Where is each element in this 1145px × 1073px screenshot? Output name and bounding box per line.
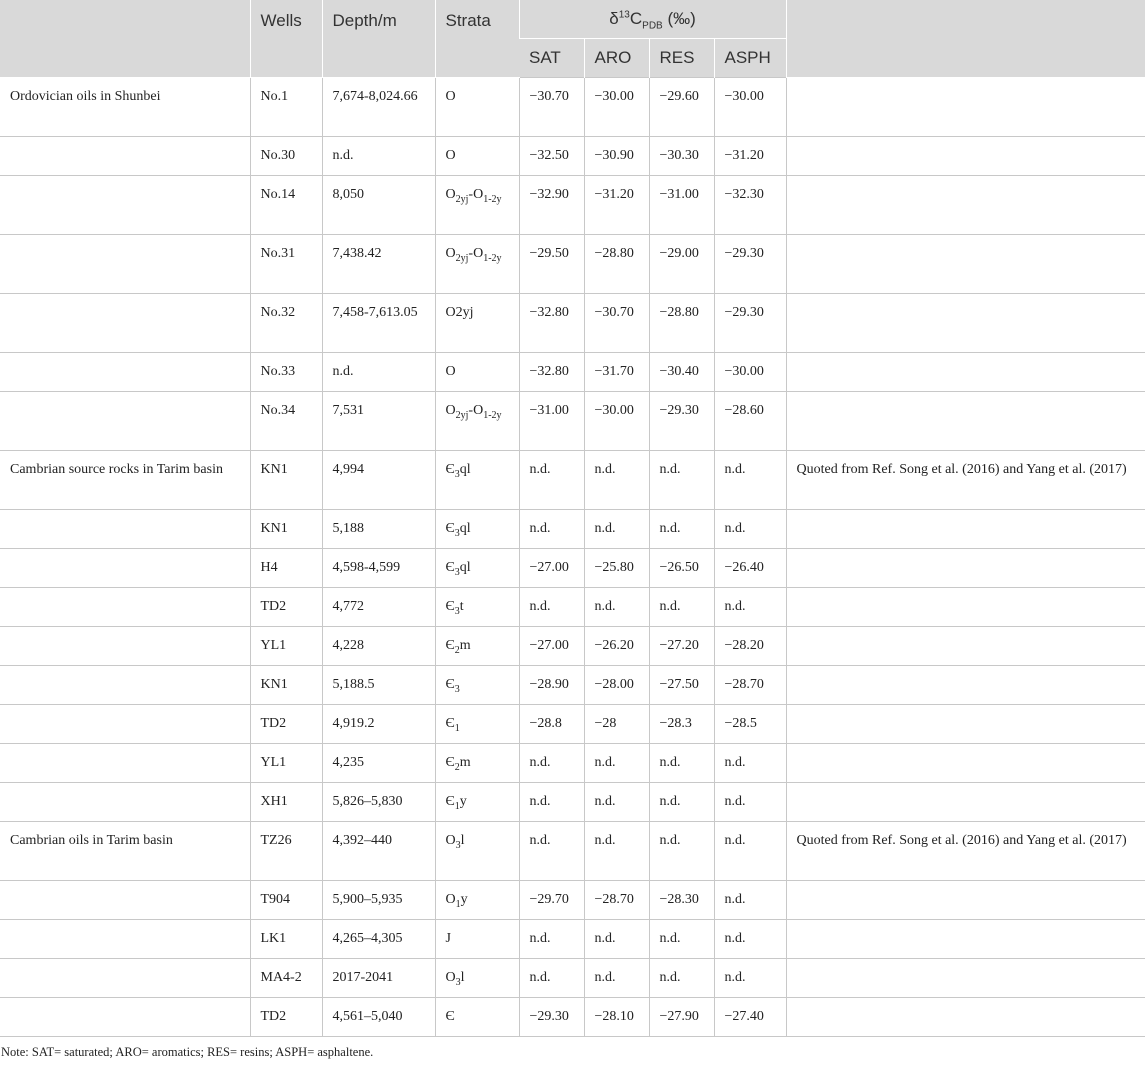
- strata-cell: [435, 666, 519, 705]
- asph-cell: −30.00: [714, 353, 786, 392]
- strata-part: 3: [455, 976, 461, 988]
- aro-cell: −28: [584, 705, 649, 744]
- res-cell: n.d.: [649, 920, 714, 959]
- depth-cell: 4,392–440: [322, 822, 435, 881]
- strata-part: y: [460, 892, 468, 907]
- aro-cell: n.d.: [584, 959, 649, 998]
- well-cell: T904: [250, 881, 322, 920]
- well-cell: KN1: [250, 666, 322, 705]
- reference-cell: [786, 705, 1145, 744]
- table-row: [0, 998, 1145, 1037]
- group-cell: [0, 783, 250, 822]
- strata-part: Є: [445, 716, 455, 731]
- strata-part: O: [445, 246, 456, 261]
- sat-cell: n.d.: [519, 588, 584, 627]
- strata-part: -: [468, 187, 474, 202]
- res-cell: n.d.: [649, 588, 714, 627]
- well-cell: LK1: [250, 920, 322, 959]
- strata-part: 1-2y: [483, 409, 502, 421]
- sat-cell: −29.30: [519, 998, 584, 1037]
- strata-part: Є: [445, 462, 455, 477]
- group-cell: [0, 510, 250, 549]
- strata-part: ql: [459, 462, 471, 477]
- aro-cell: n.d.: [584, 822, 649, 881]
- res-cell: n.d.: [649, 510, 714, 549]
- reference-cell: [786, 959, 1145, 998]
- strata-part: 2yj: [455, 193, 469, 205]
- well-cell: No.33: [250, 353, 322, 392]
- well-cell: H4: [250, 549, 322, 588]
- well-cell: KN1: [250, 510, 322, 549]
- asph-cell: −26.40: [714, 549, 786, 588]
- strata-part: O: [445, 970, 456, 985]
- depth-cell: 8,050: [322, 176, 435, 235]
- strata-cell: [435, 588, 519, 627]
- strata-part: 3: [454, 605, 460, 617]
- group-cell: Cambrian source rocks in Tarim basin: [0, 451, 250, 510]
- well-cell: YL1: [250, 744, 322, 783]
- strata-cell: [435, 392, 519, 451]
- table-row: [0, 822, 1145, 881]
- aro-cell: n.d.: [584, 920, 649, 959]
- strata-part: 1-2y: [483, 252, 502, 264]
- asph-cell: −28.5: [714, 705, 786, 744]
- res-cell: −27.50: [649, 666, 714, 705]
- well-cell: TD2: [250, 588, 322, 627]
- reference-cell: [786, 137, 1145, 176]
- strata-part: O: [445, 148, 456, 163]
- reference-cell: [786, 353, 1145, 392]
- strata-part: O: [473, 187, 484, 202]
- table-row: [0, 627, 1145, 666]
- strata-part: 3: [454, 468, 460, 480]
- strata-cell: [435, 920, 519, 959]
- strata-cell: [435, 176, 519, 235]
- strata-part: O2yj: [445, 305, 474, 320]
- header-group: [0, 0, 250, 78]
- strata-part: -: [468, 403, 474, 418]
- sat-cell: −27.00: [519, 627, 584, 666]
- asph-cell: n.d.: [714, 588, 786, 627]
- sat-cell: −32.90: [519, 176, 584, 235]
- strata-part: -: [468, 246, 474, 261]
- depth-cell: 7,438.42: [322, 235, 435, 294]
- res-cell: −30.40: [649, 353, 714, 392]
- aro-cell: −30.90: [584, 137, 649, 176]
- group-cell: [0, 353, 250, 392]
- aro-cell: −26.20: [584, 627, 649, 666]
- aro-cell: n.d.: [584, 451, 649, 510]
- reference-cell: [786, 627, 1145, 666]
- well-cell: TD2: [250, 705, 322, 744]
- asph-cell: −28.20: [714, 627, 786, 666]
- group-cell: [0, 881, 250, 920]
- reference-cell: [786, 176, 1145, 235]
- depth-cell: 4,235: [322, 744, 435, 783]
- depth-cell: 4,561–5,040: [322, 998, 435, 1037]
- depth-cell: 4,994: [322, 451, 435, 510]
- res-cell: −31.00: [649, 176, 714, 235]
- header-asph: ASPH: [714, 39, 786, 78]
- strata-part: O: [445, 403, 456, 418]
- group-cell: [0, 920, 250, 959]
- sat-cell: n.d.: [519, 783, 584, 822]
- aro-cell: −30.70: [584, 294, 649, 353]
- asph-cell: −29.30: [714, 294, 786, 353]
- strata-cell: [435, 510, 519, 549]
- sat-cell: −27.00: [519, 549, 584, 588]
- strata-part: Є: [445, 560, 455, 575]
- depth-cell: n.d.: [322, 137, 435, 176]
- strata-part: 3: [454, 683, 460, 695]
- strata-part: 1: [455, 898, 461, 910]
- reference-cell: [786, 78, 1145, 137]
- group-cell: [0, 705, 250, 744]
- res-cell: −26.50: [649, 549, 714, 588]
- header-sat: SAT: [519, 39, 584, 78]
- reference-cell: [786, 294, 1145, 353]
- strata-part: 1: [454, 800, 460, 812]
- sat-cell: −28.90: [519, 666, 584, 705]
- asph-cell: −27.40: [714, 998, 786, 1037]
- asph-cell: n.d.: [714, 881, 786, 920]
- strata-part: O: [445, 364, 456, 379]
- table-row: [0, 137, 1145, 176]
- depth-cell: 4,265–4,305: [322, 920, 435, 959]
- strata-part: m: [459, 638, 471, 653]
- group-cell: [0, 549, 250, 588]
- strata-part: m: [459, 755, 471, 770]
- strata-part: 2yj: [455, 252, 469, 264]
- strata-part: O: [445, 187, 456, 202]
- header-aro: ARO: [584, 39, 649, 78]
- reference-cell: [786, 510, 1145, 549]
- well-cell: YL1: [250, 627, 322, 666]
- strata-part: Є: [445, 599, 455, 614]
- sat-cell: n.d.: [519, 451, 584, 510]
- asph-cell: −29.30: [714, 235, 786, 294]
- reference-cell: [786, 744, 1145, 783]
- strata-part: O: [445, 833, 456, 848]
- well-cell: No.34: [250, 392, 322, 451]
- asph-cell: −31.20: [714, 137, 786, 176]
- strata-part: O: [445, 892, 456, 907]
- table-row: [0, 353, 1145, 392]
- group-cell: [0, 998, 250, 1037]
- table-row: [0, 451, 1145, 510]
- table-row: [0, 705, 1145, 744]
- strata-cell: [435, 744, 519, 783]
- strata-cell: [435, 959, 519, 998]
- strata-part: 3: [454, 566, 460, 578]
- reference-cell: [786, 783, 1145, 822]
- table-row: [0, 588, 1145, 627]
- aro-cell: −31.20: [584, 176, 649, 235]
- header-reference: [786, 0, 1145, 78]
- strata-part: t: [459, 599, 464, 614]
- reference-cell: Quoted from Ref. Song et al. (2016) and Yang et al. (2017): [786, 822, 1145, 881]
- strata-part: y: [459, 794, 467, 809]
- depth-cell: 7,531: [322, 392, 435, 451]
- strata-cell: [435, 627, 519, 666]
- aro-cell: −28.10: [584, 998, 649, 1037]
- strata-part: Є: [445, 755, 455, 770]
- asph-cell: −30.00: [714, 78, 786, 137]
- depth-cell: 7,458-7,613.05: [322, 294, 435, 353]
- asph-cell: n.d.: [714, 783, 786, 822]
- res-cell: −28.3: [649, 705, 714, 744]
- well-cell: TZ26: [250, 822, 322, 881]
- strata-part: 1-2y: [483, 193, 502, 205]
- depth-cell: 4,772: [322, 588, 435, 627]
- strata-cell: [435, 998, 519, 1037]
- group-cell: [0, 137, 250, 176]
- well-cell: No.14: [250, 176, 322, 235]
- asph-cell: n.d.: [714, 510, 786, 549]
- sat-cell: −29.70: [519, 881, 584, 920]
- res-cell: −29.60: [649, 78, 714, 137]
- reference-cell: [786, 235, 1145, 294]
- strata-part: 3: [455, 839, 461, 851]
- group-cell: [0, 294, 250, 353]
- strata-cell: [435, 353, 519, 392]
- strata-part: 2: [454, 761, 460, 773]
- depth-cell: n.d.: [322, 353, 435, 392]
- strata-part: ql: [459, 560, 471, 575]
- header-res: RES: [649, 39, 714, 78]
- strata-cell: [435, 783, 519, 822]
- strata-part: 2: [454, 644, 460, 656]
- group-cell: [0, 392, 250, 451]
- reference-cell: [786, 666, 1145, 705]
- depth-cell: 4,919.2: [322, 705, 435, 744]
- table-note: Note: SAT= saturated; ARO= aromatics; RES= resins; ASPH= asphaltene.: [1, 1045, 374, 1059]
- sat-cell: −32.50: [519, 137, 584, 176]
- asph-cell: n.d.: [714, 920, 786, 959]
- sat-cell: −31.00: [519, 392, 584, 451]
- depth-cell: 4,228: [322, 627, 435, 666]
- aro-cell: −31.70: [584, 353, 649, 392]
- group-cell: [0, 235, 250, 294]
- res-cell: n.d.: [649, 783, 714, 822]
- sat-cell: −32.80: [519, 294, 584, 353]
- depth-cell: 5,188: [322, 510, 435, 549]
- strata-part: J: [445, 931, 451, 946]
- table-row: [0, 176, 1145, 235]
- well-cell: MA4-2: [250, 959, 322, 998]
- strata-part: 3: [454, 527, 460, 539]
- sat-cell: n.d.: [519, 822, 584, 881]
- res-cell: −27.20: [649, 627, 714, 666]
- strata-part: 1: [454, 722, 460, 734]
- table-row: [0, 78, 1145, 137]
- reference-cell: [786, 881, 1145, 920]
- header-depth: Depth/m: [322, 0, 435, 78]
- depth-cell: 5,826–5,830: [322, 783, 435, 822]
- strata-part: O: [473, 403, 484, 418]
- group-cell: Cambrian oils in Tarim basin: [0, 822, 250, 881]
- res-cell: n.d.: [649, 744, 714, 783]
- strata-part: l: [460, 833, 465, 848]
- group-cell: [0, 959, 250, 998]
- aro-cell: n.d.: [584, 588, 649, 627]
- aro-cell: −30.00: [584, 392, 649, 451]
- strata-part: Є: [445, 638, 455, 653]
- asph-cell: n.d.: [714, 959, 786, 998]
- well-cell: No.32: [250, 294, 322, 353]
- sat-cell: −30.70: [519, 78, 584, 137]
- res-cell: −28.80: [649, 294, 714, 353]
- header-wells: Wells: [250, 0, 322, 78]
- group-cell: [0, 744, 250, 783]
- asph-cell: −32.30: [714, 176, 786, 235]
- res-cell: −30.30: [649, 137, 714, 176]
- reference-cell: [786, 998, 1145, 1037]
- aro-cell: −28.80: [584, 235, 649, 294]
- reference-cell: [786, 549, 1145, 588]
- strata-part: Є: [445, 677, 455, 692]
- strata-cell: [435, 822, 519, 881]
- reference-cell: [786, 588, 1145, 627]
- group-cell: [0, 588, 250, 627]
- sat-cell: n.d.: [519, 959, 584, 998]
- well-cell: XH1: [250, 783, 322, 822]
- aro-cell: −30.00: [584, 78, 649, 137]
- depth-cell: 2017-2041: [322, 959, 435, 998]
- header-delta13c: $\delta^{13}C_{PDB}$ (‰): [519, 0, 786, 39]
- well-cell: No.31: [250, 235, 322, 294]
- depth-cell: 7,674-8,024.66: [322, 78, 435, 137]
- well-cell: No.1: [250, 78, 322, 137]
- res-cell: n.d.: [649, 822, 714, 881]
- strata-cell: [435, 705, 519, 744]
- res-cell: −29.00: [649, 235, 714, 294]
- strata-part: Є: [445, 1009, 455, 1024]
- reference-cell: [786, 920, 1145, 959]
- asph-cell: n.d.: [714, 451, 786, 510]
- asph-cell: −28.70: [714, 666, 786, 705]
- well-cell: TD2: [250, 998, 322, 1037]
- asph-cell: n.d.: [714, 744, 786, 783]
- depth-cell: 5,188.5: [322, 666, 435, 705]
- asph-cell: n.d.: [714, 822, 786, 881]
- res-cell: n.d.: [649, 451, 714, 510]
- sat-cell: −32.80: [519, 353, 584, 392]
- aro-cell: −28.00: [584, 666, 649, 705]
- table-row: [0, 235, 1145, 294]
- strata-part: l: [460, 970, 465, 985]
- table-row: [0, 959, 1145, 998]
- aro-cell: n.d.: [584, 510, 649, 549]
- table-body: [0, 78, 1145, 1037]
- strata-part: O: [445, 89, 456, 104]
- strata-cell: [435, 881, 519, 920]
- reference-cell: Quoted from Ref. Song et al. (2016) and Yang et al. (2017): [786, 451, 1145, 510]
- res-cell: −28.30: [649, 881, 714, 920]
- table-row: [0, 549, 1145, 588]
- reference-cell: [786, 392, 1145, 451]
- aro-cell: −28.70: [584, 881, 649, 920]
- aro-cell: n.d.: [584, 783, 649, 822]
- depth-cell: 5,900–5,935: [322, 881, 435, 920]
- sat-cell: −29.50: [519, 235, 584, 294]
- strata-cell: [435, 78, 519, 137]
- strata-cell: [435, 137, 519, 176]
- sat-cell: n.d.: [519, 510, 584, 549]
- table-row: [0, 783, 1145, 822]
- header-strata: Strata: [435, 0, 519, 78]
- aro-cell: −25.80: [584, 549, 649, 588]
- table-row: [0, 920, 1145, 959]
- strata-part: ql: [459, 521, 471, 536]
- res-cell: −27.90: [649, 998, 714, 1037]
- table-row: [0, 294, 1145, 353]
- table-row: [0, 666, 1145, 705]
- group-cell: [0, 176, 250, 235]
- strata-cell: [435, 549, 519, 588]
- res-cell: n.d.: [649, 959, 714, 998]
- depth-cell: 4,598-4,599: [322, 549, 435, 588]
- table-row: [0, 881, 1145, 920]
- strata-part: O: [473, 246, 484, 261]
- sat-cell: −28.8: [519, 705, 584, 744]
- asph-cell: −28.60: [714, 392, 786, 451]
- sat-cell: n.d.: [519, 920, 584, 959]
- group-cell: [0, 627, 250, 666]
- strata-part: Є: [445, 521, 455, 536]
- strata-cell: [435, 294, 519, 353]
- table-row: [0, 744, 1145, 783]
- group-cell: [0, 666, 250, 705]
- aro-cell: n.d.: [584, 744, 649, 783]
- strata-cell: [435, 451, 519, 510]
- table-row: [0, 392, 1145, 451]
- group-cell: Ordovician oils in Shunbei: [0, 78, 250, 137]
- strata-part: Є: [445, 794, 455, 809]
- res-cell: −29.30: [649, 392, 714, 451]
- well-cell: KN1: [250, 451, 322, 510]
- sat-cell: n.d.: [519, 744, 584, 783]
- well-cell: No.30: [250, 137, 322, 176]
- strata-part: 2yj: [455, 409, 469, 421]
- table-row: [0, 510, 1145, 549]
- strata-cell: [435, 235, 519, 294]
